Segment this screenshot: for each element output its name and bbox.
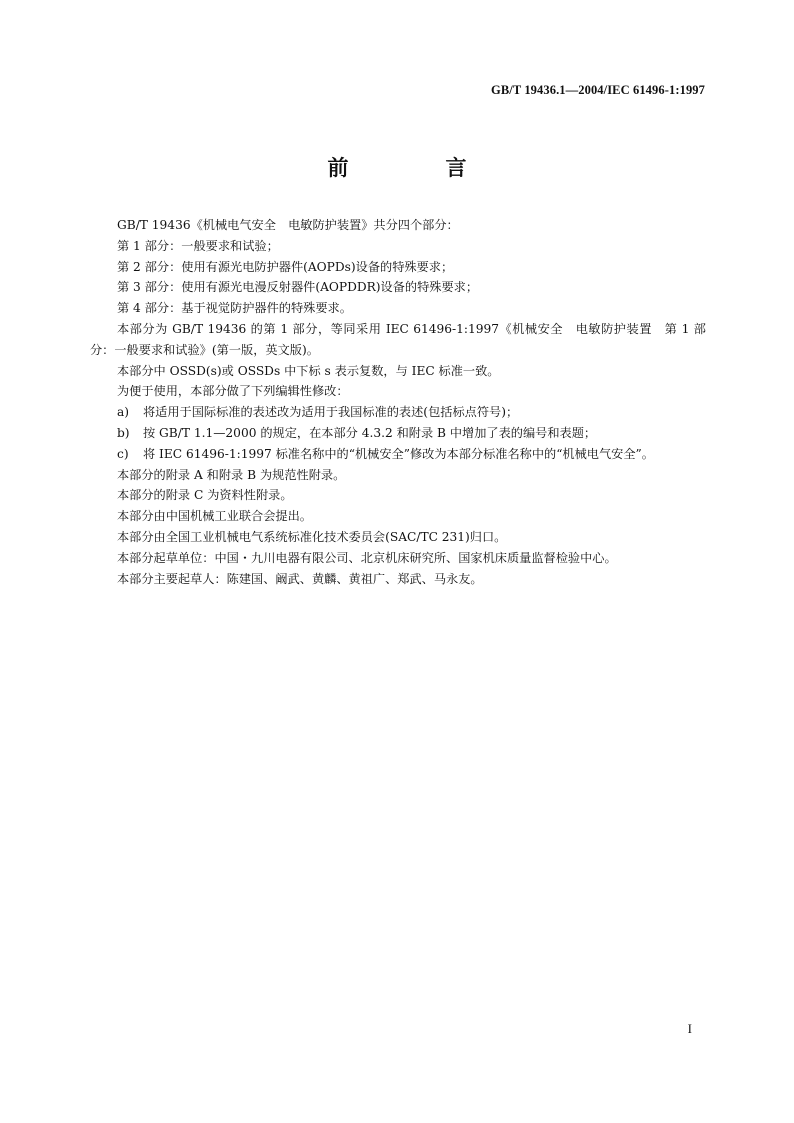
standard-number-header: GB/T 19436.1—2004/IEC 61496-1:1997	[491, 83, 705, 97]
paragraph-annex-informative: 本部分的附录 C 为资料性附录。	[117, 488, 293, 503]
paragraph-adoption: 本部分为 GB/T 19436 的第 1 部分，等同采用 IEC 61496-1:1997《机械安全 电敏防护装置 第 1 部分：一般要求和试验》(第一版，英文版)。	[90, 321, 706, 357]
page-number: I	[687, 1021, 692, 1036]
paragraph-part-2: 第 2 部分：使用有源光电防护器件(AOPDs)设备的特殊要求；	[117, 259, 454, 274]
paragraph-part-4: 第 4 部分：基于视觉防护器件的特殊要求。	[117, 301, 352, 316]
paragraph-parts-intro: GB/T 19436《机械电气安全 电敏防护装置》共分四个部分：	[117, 218, 459, 232]
paragraph-ossd-note: 本部分中 OSSD(s)或 OSSDs 中下标 s 表示复数，与 IEC 标准一致。	[117, 363, 500, 378]
list-item	[90, 423, 706, 444]
paragraph-part-1: 第 1 部分：一般要求和试验；	[117, 238, 279, 253]
list-item	[90, 402, 706, 423]
foreword-body	[90, 215, 706, 589]
list-item-text: 将适用于国际标准的表述改为适用于我国标准的表述(包括标点符号)；	[143, 405, 519, 420]
paragraph-proposer: 本部分由中国机械工业联合会提出。	[117, 509, 312, 524]
list-item-marker: c)	[117, 446, 129, 461]
paragraph-part-3: 第 3 部分：使用有源光电漫反射器件(AOPDDR)设备的特殊要求；	[117, 280, 479, 295]
list-item-marker: a)	[117, 405, 130, 420]
paragraph-drafters: 本部分主要起草人：陈建国、阚武、黄麟、黄祖广、郑武、马永友。	[117, 571, 483, 586]
paragraph-edit-intro: 为便于使用，本部分做了下列编辑性修改：	[117, 384, 349, 399]
list-item-marker: b)	[117, 425, 130, 440]
list-item-text: 将 IEC 61496-1:1997 标准名称中的“机械安全”修改为本部分标准名称中的“机械电气安全”。	[143, 446, 654, 461]
list-item-text: 按 GB/T 1.1—2000 的规定，在本部分 4.3.2 和附录 B 中增加了表的编号和表题；	[143, 425, 597, 440]
paragraph-annex-normative: 本部分的附录 A 和附录 B 为规范性附录。	[117, 467, 346, 482]
page-title: 前 言	[327, 156, 505, 180]
list-item	[90, 444, 706, 465]
paragraph-drafting-units: 本部分起草单位：中国・九川电器有限公司、北京机床研究所、国家机床质量监督检验中心。	[117, 550, 617, 565]
paragraph-committee: 本部分由全国工业机械电气系统标准化技术委员会(SAC/TC 231)归口。	[117, 529, 507, 544]
